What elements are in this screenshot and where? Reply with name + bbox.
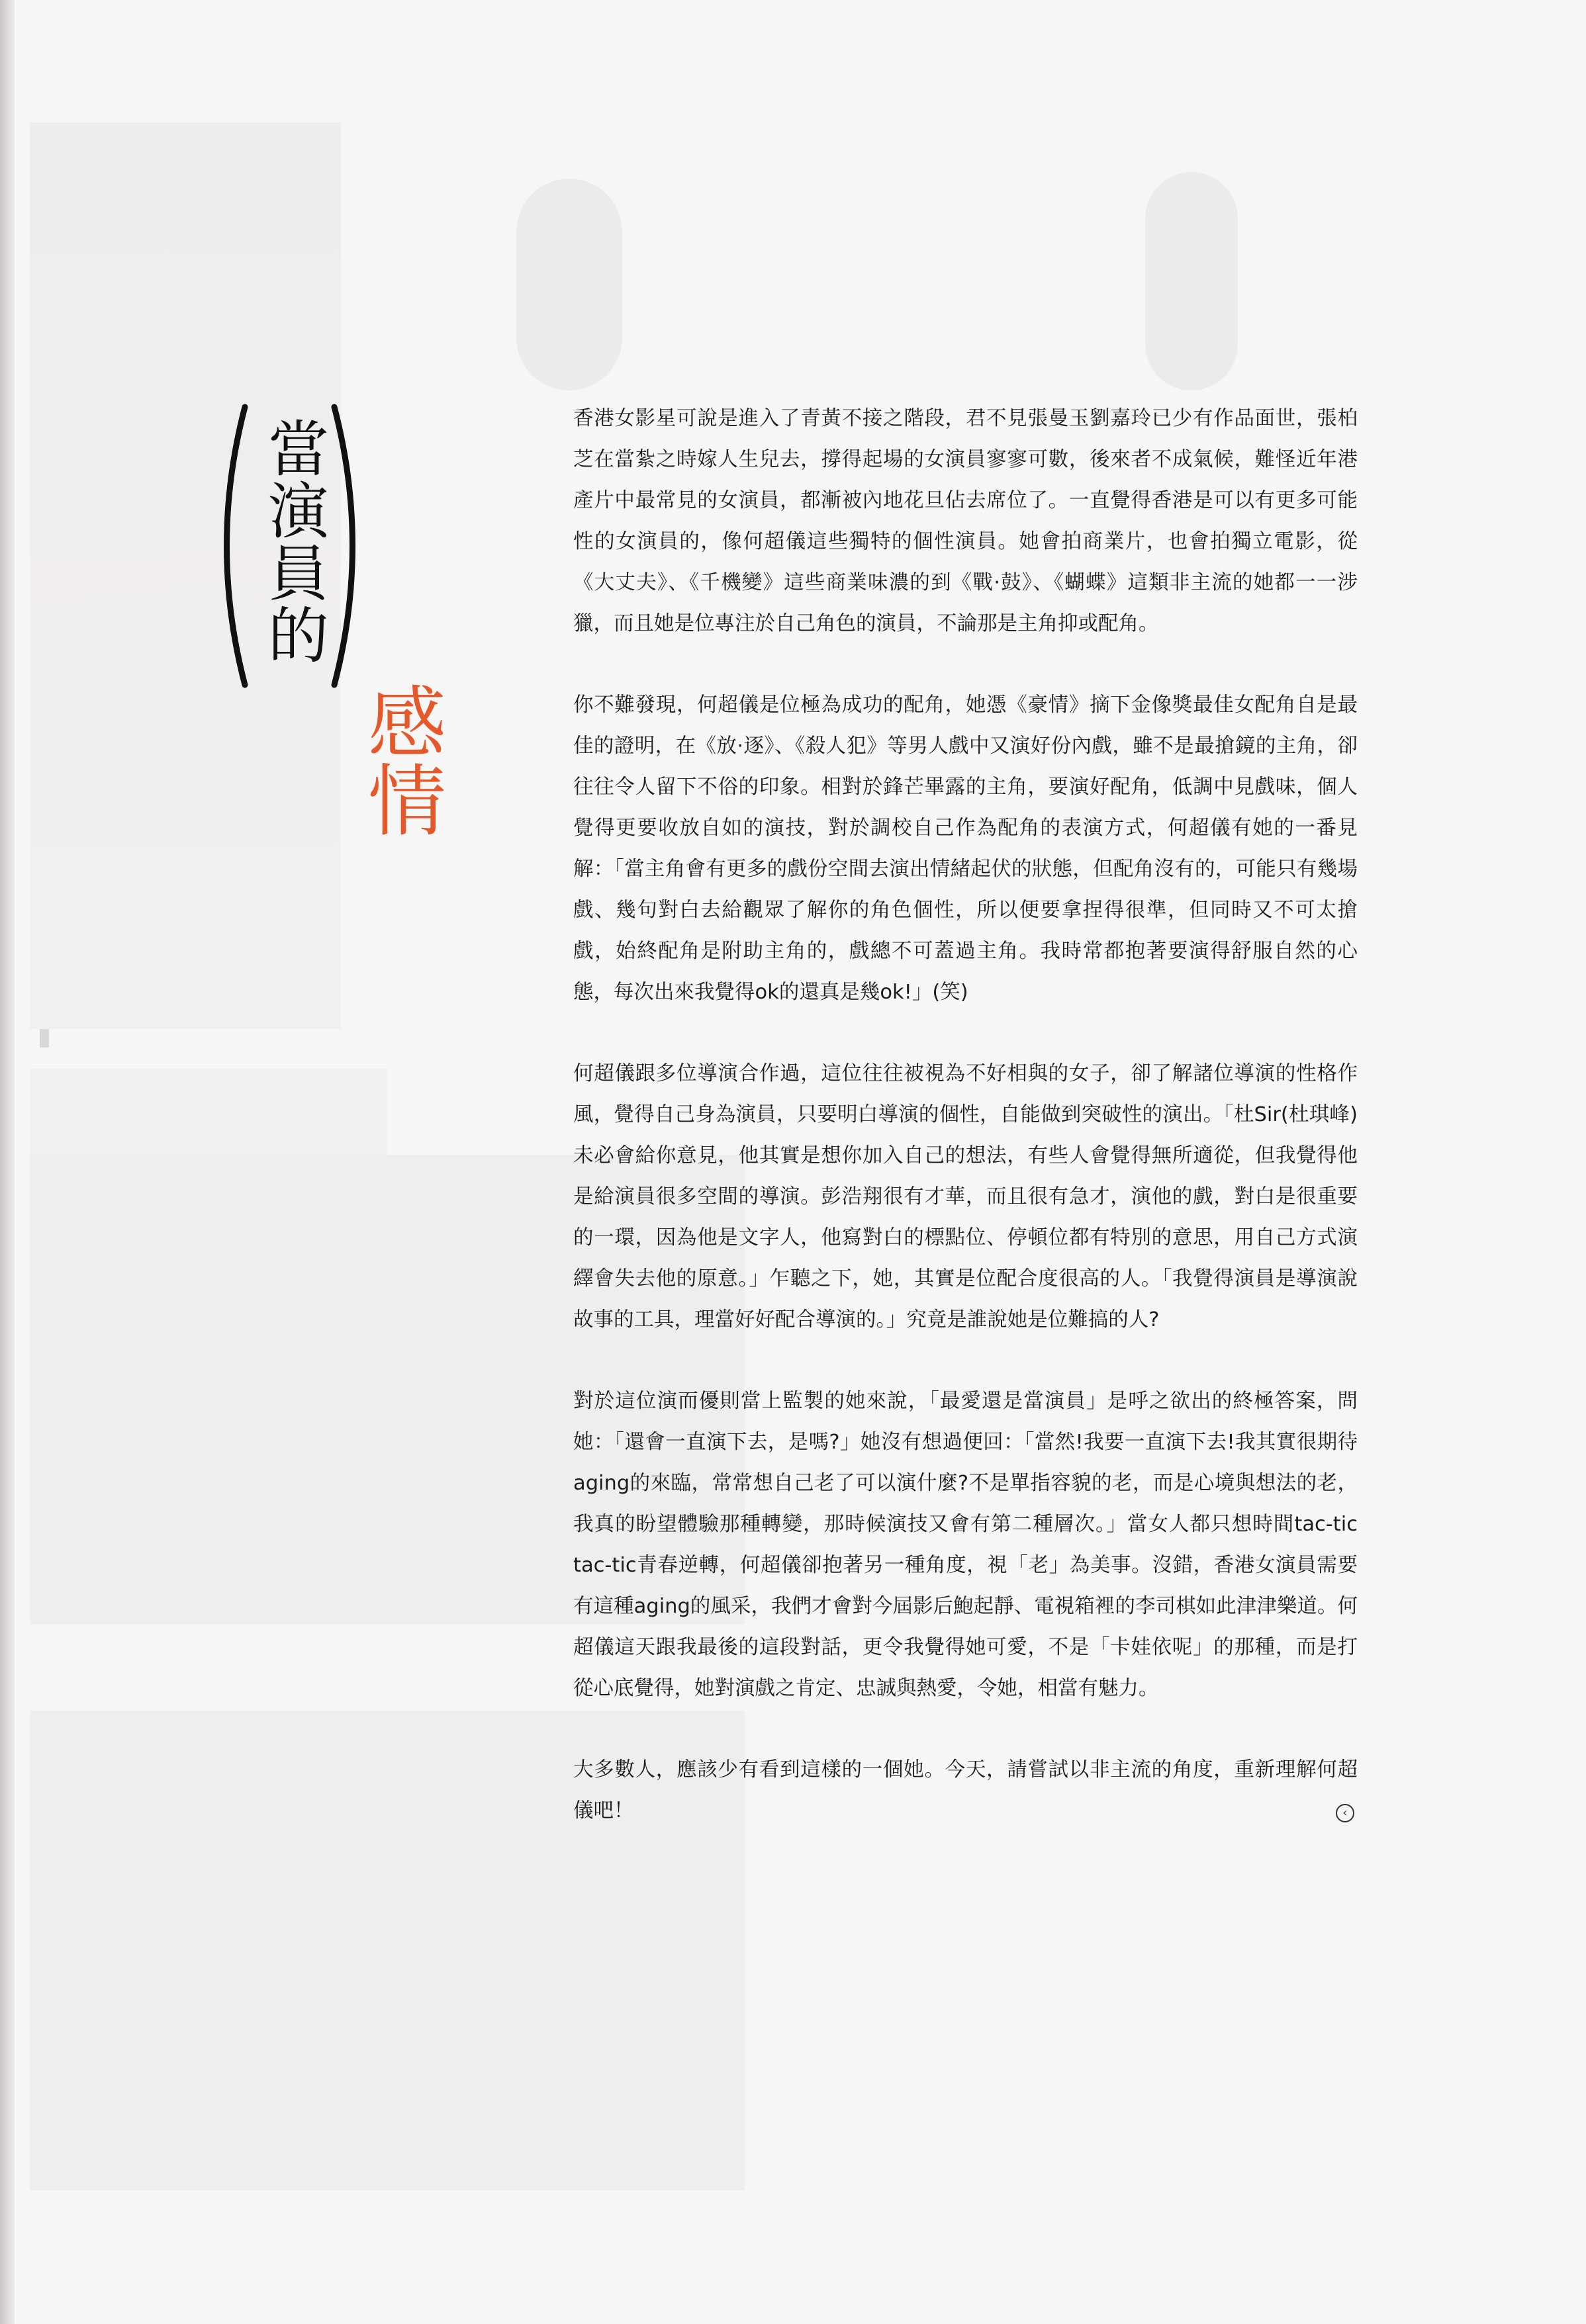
article-paragraph: 香港女影星可說是進入了青黃不接之階段，君不見張曼玉劉嘉玲已少有作品面世，張柏芝在當紮之時嫁人生兒去，撐得起場的女演員寥寥可數，後來者不成氣候，難怪近年港產片中最常見的女演員，都漸被內地花旦佔去席位了。一直覺得香港是可以有更多可能性的女演員的，像何超儀這些獨特的個性演員。她會拍商業片，也會拍獨立電影，從《大丈夫》、《千機變》這些商業味濃的到《戰·鼓》、《蝴蝶》這類非主流的她都一一涉獵，而且她是位專注於自己角色的演員，不論那是主角抑或配角。	[573, 407, 1358, 635]
article-body	[573, 398, 1358, 1832]
background-figure-silhouette	[516, 179, 622, 390]
article-paragraph: 大多數人，應該少有看到這樣的一個她。今天，請嘗試以非主流的角度，重新理解何超儀吧！	[573, 1758, 1358, 1822]
background-figure-silhouette	[1145, 172, 1238, 390]
right-parenthesis	[328, 404, 367, 688]
title-accent-text: 感情	[355, 682, 446, 838]
article-paragraph: 何超儀跟多位導演合作過，這位往往被視為不好相與的女子，卻了解諸位導演的性格作風，覺得自己身為演員，只要明白導演的個性，自能做到突破性的演出。「杜Sir(杜琪峰)未必會給你意見，他其實是想你加入自己的想法，有些人會覺得無所適從，但我覺得他是給演員很多空間的導演。彭浩翔很有才華，而且很有急才，演他的戲，對白是很重要的一環，因為他是文字人，他寫對白的標點位、停頓位都有特別的意思，用自己方式演繹會失去他的原意。」乍聽之下，她，其實是位配合度很高的人。「我覺得演員是導演說故事的工具，理當好好配合導演的。」究竟是誰說她是位難搞的人?	[573, 1062, 1358, 1331]
article-paragraph: 你不難發現，何超儀是位極為成功的配角，她憑《豪情》摘下金像獎最佳女配角自是最佳的證明，在《放·逐》、《殺人犯》等男人戲中又演好份內戲，雖不是最搶鏡的主角，卻往往令人留下不俗的印象。相對於鋒芒畢露的主角，要演好配角，低調中見戲味，個人覺得更要收放自如的演技，對於調校自己作為配角的表演方式，何超儀有她的一番見解：「當主角會有更多的戲份空間去演出情緒起伏的狀態，但配角沒有的，可能只有幾場戲、幾句對白去給觀眾了解你的角色個性，所以便要拿捏得很準，但同時又不可太搶戲，始終配角是附助主角的，戲總不可蓋過主角。我時常都抱著要演得舒服自然的心態，每次出來我覺得ok的還真是幾ok!」(笑)	[573, 693, 1358, 1004]
background-photo-mark	[40, 1029, 49, 1048]
end-of-article-icon: ‹	[1336, 1804, 1354, 1822]
article-paragraph: 對於這位演而優則當上監製的她來說，「最愛還是當演員」是呼之欲出的終極答案，問她：「還會一直演下去，是嗎?」她沒有想過便回：「當然!我要一直演下去!我其實很期待aging的來臨，常常想自己老了可以演什麼?不是單指容貌的老，而是心境與想法的老，我真的盼望體驗那種轉變，那時候演技又會有第二種層次。」當女人都只想時間tac-tic tac-tic青春逆轉，何超儀卻抱著另一種角度，視「老」為美事。沒錯，香港女演員需要有這種aging的風采，我們才會對今屆影后鮑起靜、電視箱裡的李司棋如此津津樂道。何超儀這天跟我最後的這段對話，更令我覺得她可愛，不是「卡娃依呢」的那種，而是打從心底覺得，她對演戲之肯定、忠誠與熱愛，令她，相當有魅力。	[573, 1390, 1358, 1700]
article-title	[212, 404, 450, 867]
page-spine-shadow	[0, 0, 15, 2324]
title-main-text: 當演員的	[258, 417, 329, 666]
left-parenthesis	[212, 404, 252, 688]
